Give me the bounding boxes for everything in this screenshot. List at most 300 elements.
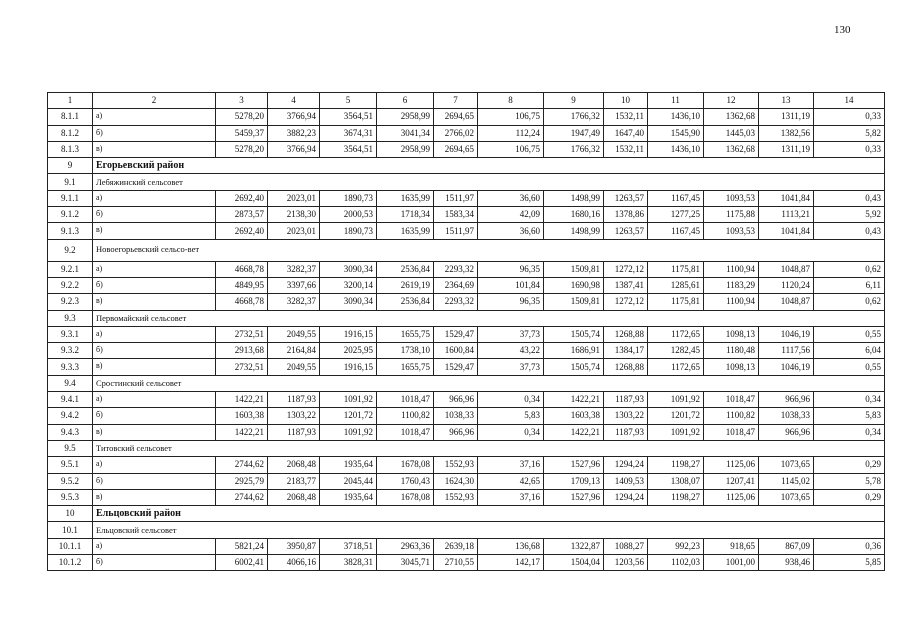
value-cell: 0,33	[814, 141, 885, 157]
value-cell: 5459,37	[216, 125, 268, 141]
value-cell: 1504,04	[544, 555, 604, 571]
value-cell: 2963,36	[377, 538, 434, 554]
value-cell: 36,60	[478, 190, 544, 206]
value-cell: 3282,37	[268, 261, 320, 277]
value-cell: 1198,27	[648, 489, 704, 505]
variant-label: в)	[93, 141, 216, 157]
section-row	[48, 375, 885, 391]
value-cell: 966,96	[434, 424, 478, 440]
table-row	[48, 457, 885, 473]
value-cell: 1263,57	[604, 190, 648, 206]
value-cell: 37,16	[478, 489, 544, 505]
header-cell: 4	[268, 93, 320, 109]
variant-label: б)	[93, 408, 216, 424]
section-row	[48, 310, 885, 326]
value-cell: 1362,68	[704, 141, 759, 157]
value-cell: 1167,45	[648, 223, 704, 239]
value-cell: 96,35	[478, 261, 544, 277]
value-cell: 938,46	[759, 555, 814, 571]
value-cell: 1552,93	[434, 489, 478, 505]
row-code: 9	[48, 158, 93, 174]
section-row	[48, 239, 885, 261]
value-cell: 1041,84	[759, 190, 814, 206]
value-cell: 6002,41	[216, 555, 268, 571]
value-cell: 4849,95	[216, 277, 268, 293]
value-cell: 867,09	[759, 538, 814, 554]
value-cell: 2000,53	[320, 207, 377, 223]
value-cell: 1311,19	[759, 141, 814, 157]
value-cell: 136,68	[478, 538, 544, 554]
value-cell: 1167,45	[648, 190, 704, 206]
value-cell: 1125,06	[704, 457, 759, 473]
value-cell: 2164,84	[268, 343, 320, 359]
page-number: 130	[834, 24, 851, 36]
variant-label: в)	[93, 359, 216, 375]
value-cell: 1935,64	[320, 489, 377, 505]
section-row	[48, 174, 885, 190]
value-cell: 1529,47	[434, 359, 478, 375]
value-cell: 4668,78	[216, 261, 268, 277]
value-cell: 1263,57	[604, 223, 648, 239]
value-cell: 106,75	[478, 141, 544, 157]
row-code: 9.2	[48, 239, 93, 261]
row-code: 10.1.2	[48, 555, 93, 571]
row-code: 9.3.3	[48, 359, 93, 375]
value-cell: 2873,57	[216, 207, 268, 223]
value-cell: 2068,48	[268, 489, 320, 505]
value-cell: 1511,97	[434, 190, 478, 206]
value-cell: 2619,19	[377, 277, 434, 293]
value-cell: 1947,49	[544, 125, 604, 141]
value-cell: 2913,68	[216, 343, 268, 359]
value-cell: 1187,93	[604, 424, 648, 440]
value-cell: 3041,34	[377, 125, 434, 141]
table-row	[48, 109, 885, 125]
value-cell: 5,83	[478, 408, 544, 424]
value-cell: 1635,99	[377, 190, 434, 206]
header-row	[48, 93, 885, 109]
value-cell: 3200,14	[320, 277, 377, 293]
value-cell: 1387,41	[604, 277, 648, 293]
variant-label: а)	[93, 538, 216, 554]
value-cell: 2744,62	[216, 489, 268, 505]
value-cell: 1686,91	[544, 343, 604, 359]
value-cell: 1175,81	[648, 261, 704, 277]
variant-label: б)	[93, 343, 216, 359]
value-cell: 1498,99	[544, 190, 604, 206]
value-cell: 1038,33	[434, 408, 478, 424]
value-cell: 1690,98	[544, 277, 604, 293]
value-cell: 1509,81	[544, 261, 604, 277]
value-cell: 1018,47	[377, 392, 434, 408]
value-cell: 966,96	[434, 392, 478, 408]
value-cell: 2536,84	[377, 294, 434, 310]
value-cell: 1100,94	[704, 294, 759, 310]
value-cell: 1916,15	[320, 326, 377, 342]
table-row	[48, 408, 885, 424]
value-cell: 2958,99	[377, 109, 434, 125]
tariff-table	[47, 92, 885, 571]
value-cell: 2068,48	[268, 457, 320, 473]
value-cell: 2639,18	[434, 538, 478, 554]
value-cell: 1172,65	[648, 326, 704, 342]
value-cell: 1678,08	[377, 489, 434, 505]
value-cell: 1125,06	[704, 489, 759, 505]
section-name: Ельцовский сельсовет	[93, 522, 885, 538]
value-cell: 37,73	[478, 326, 544, 342]
value-cell: 3882,23	[268, 125, 320, 141]
value-cell: 1935,64	[320, 457, 377, 473]
value-cell: 966,96	[759, 392, 814, 408]
table-row	[48, 392, 885, 408]
row-code: 8.1.3	[48, 141, 93, 157]
value-cell: 1624,30	[434, 473, 478, 489]
value-cell: 1100,94	[704, 261, 759, 277]
value-cell: 1422,21	[544, 424, 604, 440]
value-cell: 2364,69	[434, 277, 478, 293]
value-cell: 1282,45	[648, 343, 704, 359]
value-cell: 5821,24	[216, 538, 268, 554]
value-cell: 1527,96	[544, 457, 604, 473]
value-cell: 1738,10	[377, 343, 434, 359]
value-cell: 1600,84	[434, 343, 478, 359]
value-cell: 5,83	[814, 408, 885, 424]
value-cell: 918,65	[704, 538, 759, 554]
value-cell: 1145,02	[759, 473, 814, 489]
value-cell: 2183,77	[268, 473, 320, 489]
row-code: 9.1.2	[48, 207, 93, 223]
header-cell: 2	[93, 93, 216, 109]
row-code: 9.2.1	[48, 261, 93, 277]
section-name	[93, 239, 885, 261]
value-cell: 5278,20	[216, 109, 268, 125]
value-cell: 966,96	[759, 424, 814, 440]
section-row	[48, 522, 885, 538]
value-cell: 3718,51	[320, 538, 377, 554]
value-cell: 2049,55	[268, 359, 320, 375]
value-cell: 1180,48	[704, 343, 759, 359]
variant-label: а)	[93, 261, 216, 277]
value-cell: 43,22	[478, 343, 544, 359]
variant-label: б)	[93, 207, 216, 223]
table-row	[48, 141, 885, 157]
district-name: Ельцовский район	[93, 506, 885, 522]
value-cell: 1187,93	[268, 424, 320, 440]
section-name: Первомайский сельсовет	[93, 310, 885, 326]
section-name-text: Новоегорьевский сельсо-вет	[96, 244, 200, 255]
value-cell: 1422,21	[544, 392, 604, 408]
value-cell: 1091,92	[648, 424, 704, 440]
value-cell: 1187,93	[268, 392, 320, 408]
value-cell: 2710,55	[434, 555, 478, 571]
value-cell: 1268,88	[604, 326, 648, 342]
value-cell: 1187,93	[604, 392, 648, 408]
value-cell: 36,60	[478, 223, 544, 239]
value-cell: 1422,21	[216, 392, 268, 408]
value-cell: 142,17	[478, 555, 544, 571]
value-cell: 1766,32	[544, 141, 604, 157]
value-cell: 2049,55	[268, 326, 320, 342]
variant-label: б)	[93, 125, 216, 141]
value-cell: 1308,07	[648, 473, 704, 489]
value-cell: 1545,90	[648, 125, 704, 141]
row-code: 9.3	[48, 310, 93, 326]
table-row	[48, 489, 885, 505]
row-code: 9.5.3	[48, 489, 93, 505]
value-cell: 1303,22	[268, 408, 320, 424]
row-code: 9.3.1	[48, 326, 93, 342]
value-cell: 3766,94	[268, 141, 320, 157]
header-cell: 6	[377, 93, 434, 109]
value-cell: 0,29	[814, 489, 885, 505]
value-cell: 2925,79	[216, 473, 268, 489]
value-cell: 3045,71	[377, 555, 434, 571]
value-cell: 1102,03	[648, 555, 704, 571]
value-cell: 96,35	[478, 294, 544, 310]
value-cell: 1046,19	[759, 359, 814, 375]
value-cell: 5,85	[814, 555, 885, 571]
value-cell: 1532,11	[604, 109, 648, 125]
value-cell: 1603,38	[216, 408, 268, 424]
district-row	[48, 158, 885, 174]
variant-label: а)	[93, 190, 216, 206]
table-row	[48, 538, 885, 554]
value-cell: 1098,13	[704, 359, 759, 375]
value-cell: 1511,97	[434, 223, 478, 239]
value-cell: 0,34	[814, 424, 885, 440]
row-code: 9.2.2	[48, 277, 93, 293]
value-cell: 3090,34	[320, 261, 377, 277]
value-cell: 1382,56	[759, 125, 814, 141]
value-cell: 992,23	[648, 538, 704, 554]
value-cell: 1678,08	[377, 457, 434, 473]
table-row	[48, 223, 885, 239]
value-cell: 5278,20	[216, 141, 268, 157]
value-cell: 1272,12	[604, 294, 648, 310]
value-cell: 1378,86	[604, 207, 648, 223]
section-name: Титовский сельсовет	[93, 440, 885, 456]
table-row	[48, 190, 885, 206]
value-cell: 1766,32	[544, 109, 604, 125]
value-cell: 1048,87	[759, 261, 814, 277]
row-code: 9.4.2	[48, 408, 93, 424]
table-row	[48, 294, 885, 310]
table-row	[48, 359, 885, 375]
value-cell: 2692,40	[216, 190, 268, 206]
value-cell: 2694,65	[434, 141, 478, 157]
value-cell: 3397,66	[268, 277, 320, 293]
header-cell: 5	[320, 93, 377, 109]
variant-label: б)	[93, 473, 216, 489]
value-cell: 2138,30	[268, 207, 320, 223]
value-cell: 1529,47	[434, 326, 478, 342]
value-cell: 0,36	[814, 538, 885, 554]
value-cell: 0,34	[814, 392, 885, 408]
value-cell: 3564,51	[320, 141, 377, 157]
value-cell: 2023,01	[268, 190, 320, 206]
section-name: Сростинский сельсовет	[93, 375, 885, 391]
value-cell: 1046,19	[759, 326, 814, 342]
value-cell: 1311,19	[759, 109, 814, 125]
value-cell: 6,11	[814, 277, 885, 293]
value-cell: 1436,10	[648, 141, 704, 157]
value-cell: 0,62	[814, 294, 885, 310]
row-code: 9.1.1	[48, 190, 93, 206]
value-cell: 1172,65	[648, 359, 704, 375]
value-cell: 2694,65	[434, 109, 478, 125]
value-cell: 1294,24	[604, 457, 648, 473]
header-cell: 14	[814, 93, 885, 109]
value-cell: 3564,51	[320, 109, 377, 125]
value-cell: 1073,65	[759, 489, 814, 505]
value-cell: 1100,82	[704, 408, 759, 424]
row-code: 9.1	[48, 174, 93, 190]
value-cell: 0,55	[814, 326, 885, 342]
variant-label: в)	[93, 223, 216, 239]
value-cell: 5,92	[814, 207, 885, 223]
variant-label: а)	[93, 457, 216, 473]
value-cell: 1183,29	[704, 277, 759, 293]
value-cell: 1635,99	[377, 223, 434, 239]
value-cell: 1505,74	[544, 326, 604, 342]
value-cell: 0,34	[478, 424, 544, 440]
value-cell: 1445,03	[704, 125, 759, 141]
value-cell: 0,62	[814, 261, 885, 277]
header-cell: 7	[434, 93, 478, 109]
value-cell: 1709,13	[544, 473, 604, 489]
value-cell: 1277,25	[648, 207, 704, 223]
value-cell: 1384,17	[604, 343, 648, 359]
row-code: 8.1.1	[48, 109, 93, 125]
value-cell: 2766,02	[434, 125, 478, 141]
variant-label: в)	[93, 489, 216, 505]
table-row	[48, 261, 885, 277]
value-cell: 3674,31	[320, 125, 377, 141]
row-code: 9.2.3	[48, 294, 93, 310]
variant-label: а)	[93, 109, 216, 125]
value-cell: 1098,13	[704, 326, 759, 342]
table-row	[48, 473, 885, 489]
header-cell: 9	[544, 93, 604, 109]
header-cell: 11	[648, 93, 704, 109]
value-cell: 2732,51	[216, 359, 268, 375]
value-cell: 1018,47	[377, 424, 434, 440]
value-cell: 1201,72	[648, 408, 704, 424]
value-cell: 0,43	[814, 223, 885, 239]
header-cell: 12	[704, 93, 759, 109]
value-cell: 1509,81	[544, 294, 604, 310]
table-row	[48, 555, 885, 571]
row-code: 9.4	[48, 375, 93, 391]
value-cell: 1422,21	[216, 424, 268, 440]
value-cell: 1175,88	[704, 207, 759, 223]
value-cell: 1001,00	[704, 555, 759, 571]
table-row	[48, 125, 885, 141]
value-cell: 1100,82	[377, 408, 434, 424]
district-name: Егорьевский район	[93, 158, 885, 174]
district-row	[48, 506, 885, 522]
row-code: 9.4.3	[48, 424, 93, 440]
section-name: Лебяжинский сельсовет	[93, 174, 885, 190]
value-cell: 1091,92	[320, 392, 377, 408]
table-body	[48, 93, 885, 571]
value-cell: 0,29	[814, 457, 885, 473]
value-cell: 1041,84	[759, 223, 814, 239]
value-cell: 1268,88	[604, 359, 648, 375]
row-code: 9.1.3	[48, 223, 93, 239]
value-cell: 3950,87	[268, 538, 320, 554]
value-cell: 1073,65	[759, 457, 814, 473]
value-cell: 1203,56	[604, 555, 648, 571]
value-cell: 1890,73	[320, 223, 377, 239]
value-cell: 1583,34	[434, 207, 478, 223]
value-cell: 1655,75	[377, 359, 434, 375]
row-code: 8.1.2	[48, 125, 93, 141]
row-code: 10	[48, 506, 93, 522]
table-row	[48, 277, 885, 293]
value-cell: 1718,34	[377, 207, 434, 223]
value-cell: 1362,68	[704, 109, 759, 125]
value-cell: 1272,12	[604, 261, 648, 277]
value-cell: 1207,41	[704, 473, 759, 489]
value-cell: 1532,11	[604, 141, 648, 157]
value-cell: 1175,81	[648, 294, 704, 310]
value-cell: 1680,16	[544, 207, 604, 223]
value-cell: 2293,32	[434, 261, 478, 277]
variant-label: а)	[93, 392, 216, 408]
value-cell: 2958,99	[377, 141, 434, 157]
row-code: 10.1.1	[48, 538, 93, 554]
value-cell: 1647,40	[604, 125, 648, 141]
value-cell: 0,43	[814, 190, 885, 206]
table-row	[48, 326, 885, 342]
table-row	[48, 424, 885, 440]
row-code: 9.5	[48, 440, 93, 456]
row-code: 9.4.1	[48, 392, 93, 408]
value-cell: 1552,93	[434, 457, 478, 473]
value-cell: 1038,33	[759, 408, 814, 424]
value-cell: 1018,47	[704, 424, 759, 440]
variant-label: а)	[93, 326, 216, 342]
value-cell: 4066,16	[268, 555, 320, 571]
value-cell: 1916,15	[320, 359, 377, 375]
table-row	[48, 207, 885, 223]
value-cell: 0,55	[814, 359, 885, 375]
variant-label: в)	[93, 294, 216, 310]
value-cell: 1091,92	[320, 424, 377, 440]
value-cell: 2023,01	[268, 223, 320, 239]
section-row	[48, 440, 885, 456]
value-cell: 2025,95	[320, 343, 377, 359]
value-cell: 1505,74	[544, 359, 604, 375]
header-cell: 10	[604, 93, 648, 109]
value-cell: 1303,22	[604, 408, 648, 424]
value-cell: 1603,38	[544, 408, 604, 424]
value-cell: 1120,24	[759, 277, 814, 293]
value-cell: 1048,87	[759, 294, 814, 310]
value-cell: 37,73	[478, 359, 544, 375]
variant-label: б)	[93, 555, 216, 571]
value-cell: 42,09	[478, 207, 544, 223]
value-cell: 1655,75	[377, 326, 434, 342]
value-cell: 1285,61	[648, 277, 704, 293]
value-cell: 42,65	[478, 473, 544, 489]
value-cell: 1760,43	[377, 473, 434, 489]
value-cell: 112,24	[478, 125, 544, 141]
value-cell: 1093,53	[704, 190, 759, 206]
value-cell: 1093,53	[704, 223, 759, 239]
header-cell: 3	[216, 93, 268, 109]
